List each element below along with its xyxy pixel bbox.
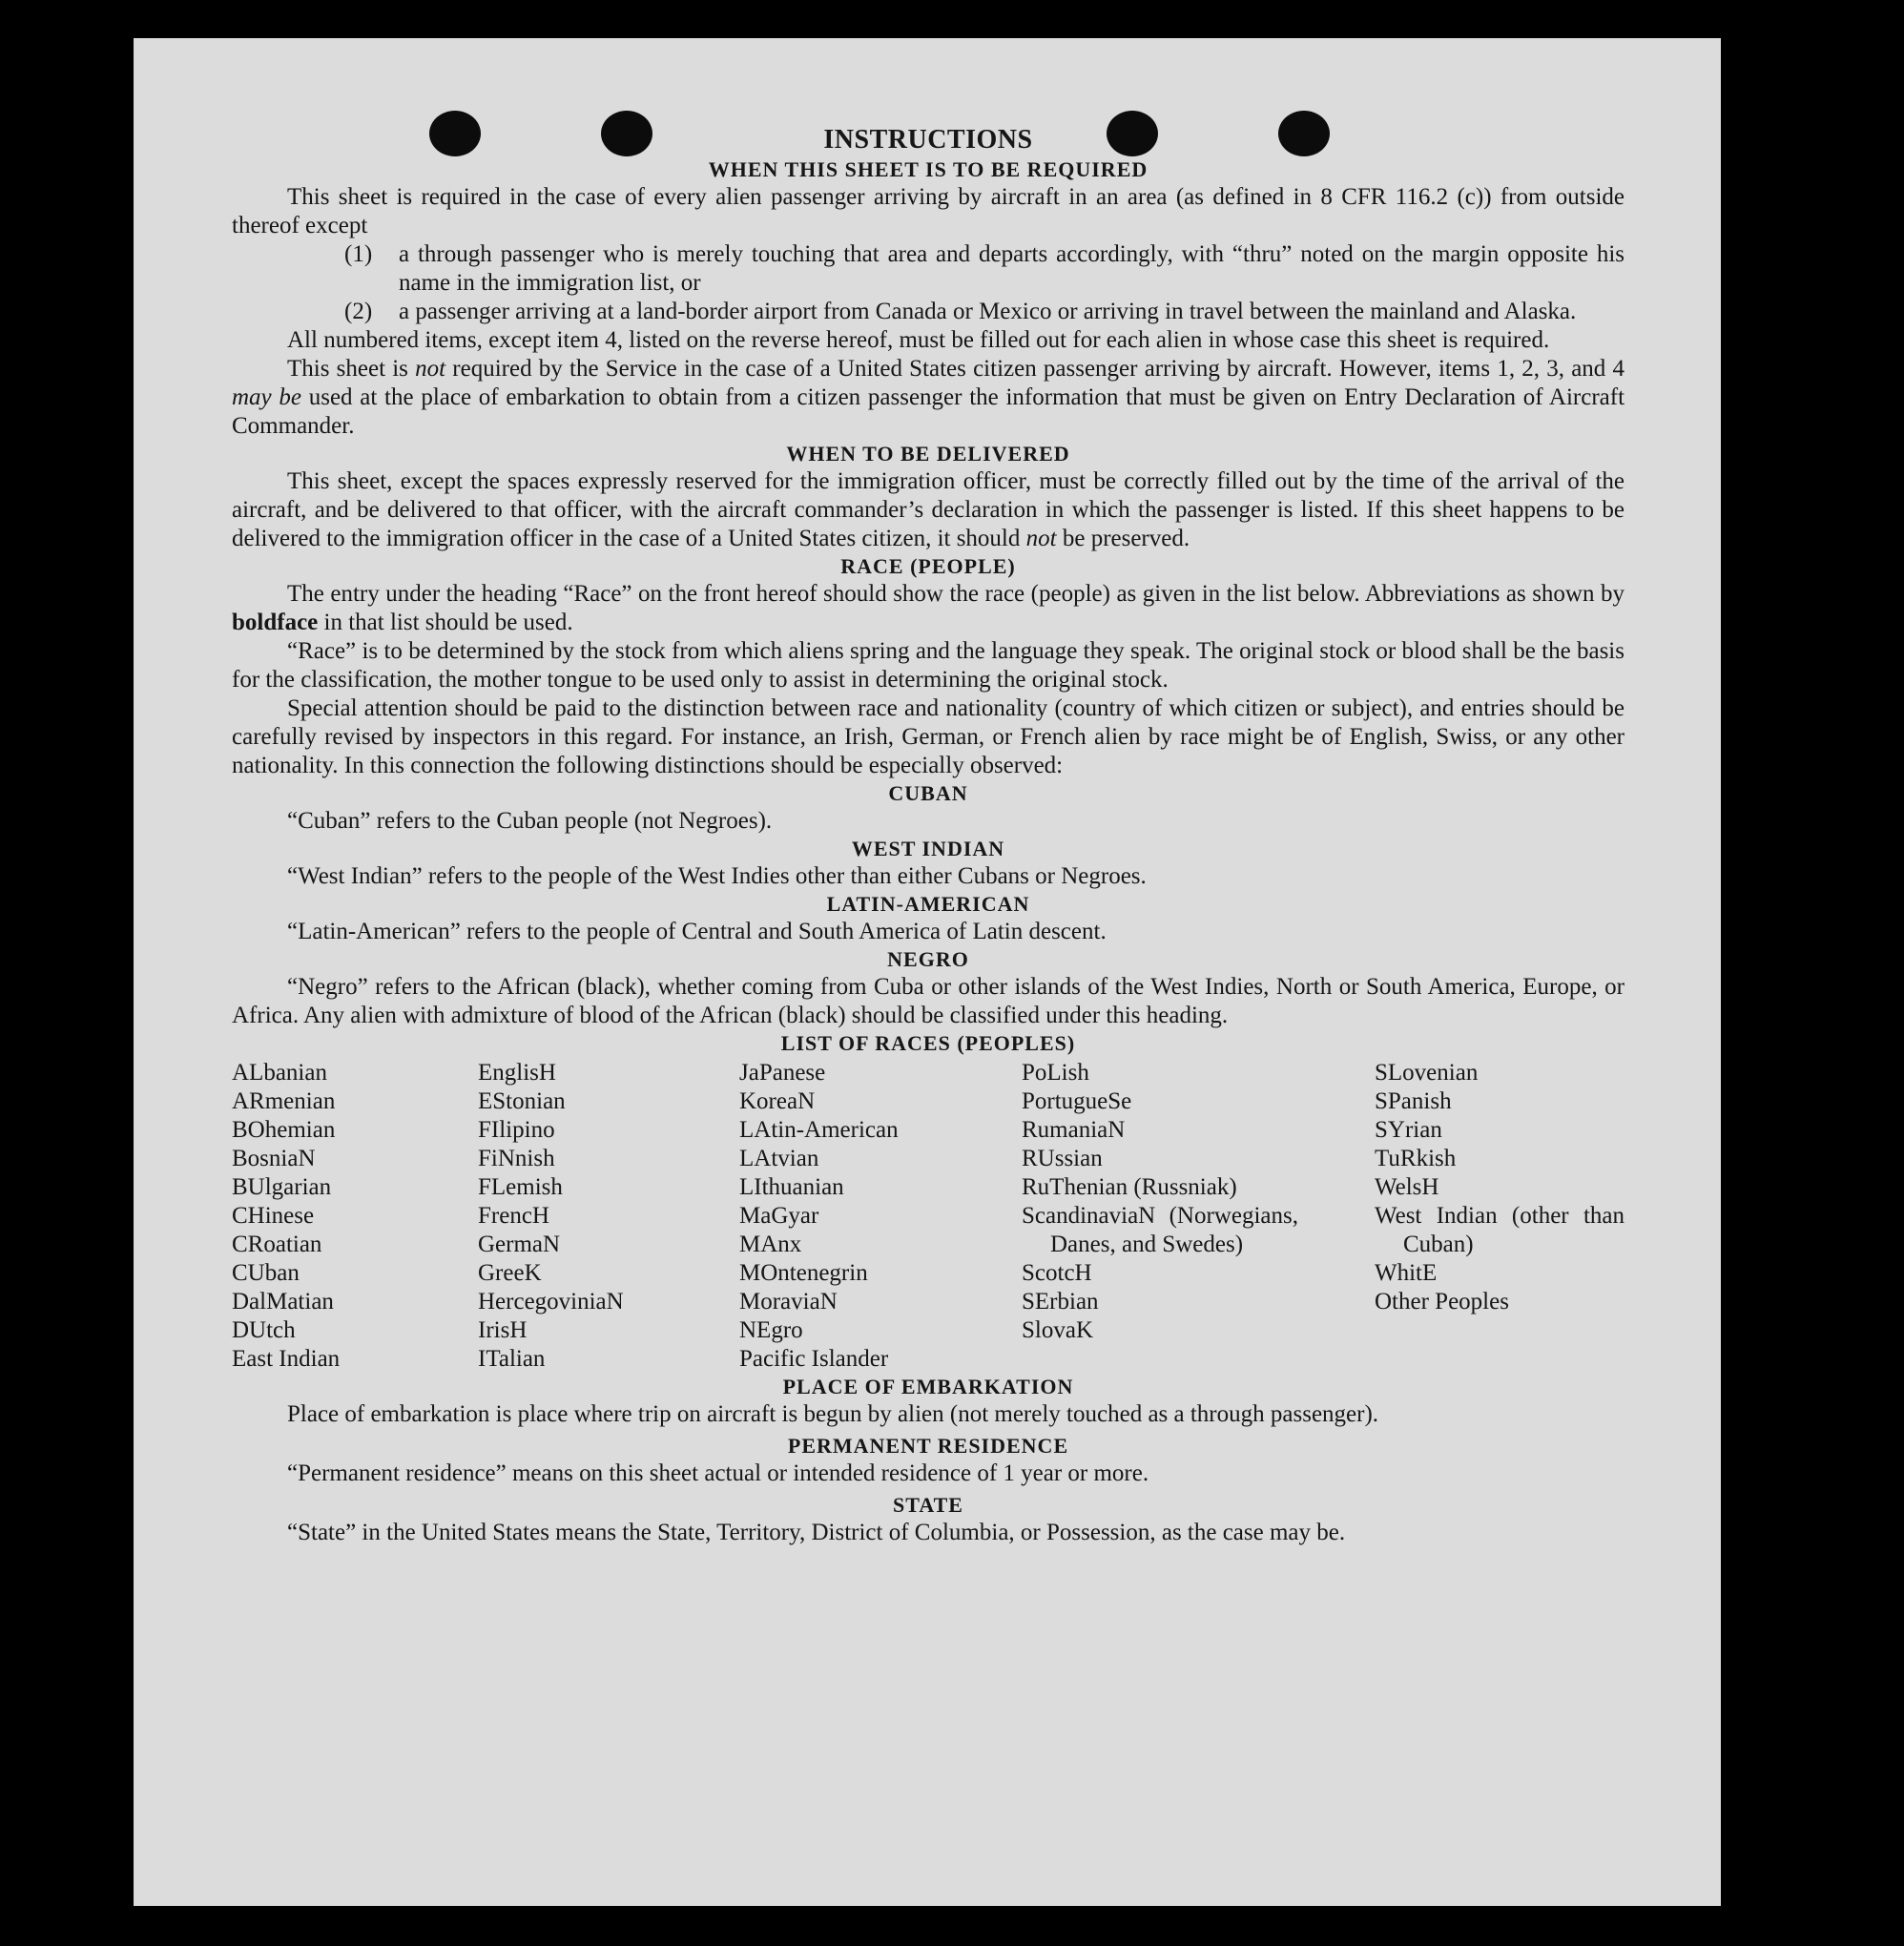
race-list-item: LIthuanian — [739, 1174, 844, 1200]
race-list-item: SPanish — [1375, 1088, 1452, 1114]
paragraph-citizen: This sheet is not required by the Service in the case of a United States citizen passenger arriving by aircraft. However, items 1, 2, 3, and 4 may be used at the place of embarkation to obtain from a citizen passenger the information that must be given on Entry Declaration of Aircraft Commander. — [232, 356, 1625, 439]
heading-latin-american: LATIN-AMERICAN — [826, 892, 1030, 916]
heading-embarkation: PLACE OF EMBARKATION — [782, 1375, 1074, 1398]
race-list-item: SYrian — [1375, 1117, 1442, 1143]
exception-item-2 — [344, 298, 1625, 326]
race-list-item: PortugueSe — [1022, 1088, 1132, 1114]
heading-negro: NEGRO — [887, 947, 969, 971]
race-list-item: MOntenegrin — [739, 1260, 868, 1286]
race-list-item: RuThenian (Russniak) — [1022, 1174, 1237, 1200]
race-list-item: RumaniaN — [1022, 1117, 1126, 1143]
race-list-item: MoraviaN — [739, 1289, 838, 1315]
race-list-item: CRoatian — [232, 1232, 322, 1257]
paragraph-embarkation: Place of embarkation is place where trip on aircraft is begun by alien (not merely touched as a through passenger). — [287, 1401, 1379, 1427]
paragraph-cuban: “Cuban” refers to the Cuban people (not Negroes). — [287, 808, 773, 834]
paragraph-state: “State” in the United States means the State, Territory, District of Columbia, or Possession, as the case may be. — [287, 1520, 1346, 1545]
race-list-item: SlovaK — [1022, 1317, 1093, 1343]
heading-race: RACE (PEOPLE) — [840, 554, 1016, 578]
race-list-item: FIlipino — [478, 1117, 555, 1143]
race-list-item: ITalian — [478, 1346, 546, 1372]
race-list-item: MaGyar — [739, 1203, 819, 1229]
race-list-item: JaPanese — [739, 1060, 826, 1086]
race-list-item: GreeK — [478, 1260, 542, 1286]
race-list-item: NEgro — [739, 1317, 803, 1343]
race-list-item: DalMatian — [232, 1289, 334, 1315]
heading-when-delivered: WHEN TO BE DELIVERED — [786, 442, 1070, 466]
race-list-item: SErbian — [1022, 1289, 1099, 1315]
race-list-item: MAnx — [739, 1232, 802, 1257]
race-list-item: LAtin-American — [739, 1117, 899, 1143]
paragraph-race-entry: The entry under the heading “Race” on the front hereof should show the race (people) as given in the list below. Abbreviations as shown by boldface in that list should be used. — [232, 581, 1625, 635]
race-list-item: IrisH — [478, 1317, 528, 1343]
paragraph-negro: “Negro” refers to the African (black), whether coming from Cuba or other islands of the West Indies, North or South America, Europe, or Africa. Any alien with admixture of blood of the African (black) should be classified under this heading. — [232, 974, 1625, 1028]
race-list-item: WelsH — [1375, 1174, 1439, 1200]
race-list-item: BUlgarian — [232, 1174, 332, 1200]
heading-when-required: WHEN THIS SHEET IS TO BE REQUIRED — [708, 157, 1149, 181]
races-column-4 — [1022, 1059, 1298, 1345]
races-column-5 — [1375, 1059, 1625, 1316]
document-page — [134, 38, 1721, 1906]
race-list-item: FiNnish — [478, 1146, 555, 1171]
race-list-item: DUtch — [232, 1317, 296, 1343]
paragraph-race-stock: “Race” is to be determined by the stock from which aliens spring and the language they speak. The original stock or blood shall be the basis for the classification, the mother tongue to be used only to assist in determining the original stock. — [232, 638, 1625, 693]
race-list-item: HercegoviniaN — [478, 1289, 624, 1315]
race-list-item: EnglisH — [478, 1060, 556, 1086]
race-list-item: GermaN — [478, 1232, 561, 1257]
item-text: a passenger arriving at a land-border airport from Canada or Mexico or arriving in travel between the mainland and Alaska. — [399, 299, 1577, 324]
paragraph-permanent-residence: “Permanent residence” means on this sheet actual or intended residence of 1 year or more. — [287, 1460, 1149, 1486]
race-list-item: Other Peoples — [1375, 1289, 1509, 1315]
paragraph-latin-american: “Latin-American” refers to the people of Central and South America of Latin descent. — [287, 919, 1107, 944]
race-list-item: LAtvian — [739, 1146, 819, 1171]
heading-state: STATE — [893, 1493, 963, 1517]
race-list-item: PoLish — [1022, 1060, 1089, 1086]
race-list-item: TuRkish — [1375, 1146, 1457, 1171]
race-list-item: Pacific Islander — [739, 1346, 889, 1372]
paragraph-intro: This sheet is required in the case of every alien passenger arriving by aircraft in an area (as defined in 8 CFR 116.2 (c)) from outside thereof except — [232, 184, 1625, 238]
race-list-item: ALbanian — [232, 1060, 327, 1086]
paragraph-west-indian: “West Indian” refers to the people of the West Indies other than either Cubans or Negroes. — [287, 863, 1147, 889]
race-list-item: RUssian — [1022, 1146, 1103, 1171]
races-list — [232, 1059, 1625, 1374]
race-list-item: BOhemian — [232, 1117, 336, 1143]
races-column-3 — [739, 1059, 899, 1374]
heading-cuban: CUBAN — [888, 781, 968, 805]
paragraph-race-nationality: Special attention should be paid to the distinction between race and nationality (country of which citizen or subject), and entries should be carefully revised by inspectors in this regard. For instance, an Irish, German, or French alien by race might be of English, Swiss, or any other nationality. In this connection the following distinctions should be especially observed: — [232, 695, 1625, 778]
race-list-item: WhitE — [1375, 1260, 1438, 1286]
heading-permanent-residence: PERMANENT RESIDENCE — [787, 1434, 1069, 1458]
race-list-item: BosniaN — [232, 1146, 316, 1171]
race-list-item: EStonian — [478, 1088, 566, 1114]
race-list-item: FrencH — [478, 1203, 549, 1229]
page-title: INSTRUCTIONS — [823, 125, 1033, 155]
paragraph-numbered-items: All numbered items, except item 4, listed on the reverse hereof, must be filled out for each alien in whose case this sheet is required. — [287, 327, 1550, 353]
race-list-item: ScotcH — [1022, 1260, 1092, 1286]
item-number: (2) — [344, 299, 373, 324]
race-list-item: FLemish — [478, 1174, 563, 1200]
heading-west-indian: WEST INDIAN — [851, 837, 1005, 860]
races-column-2 — [478, 1059, 624, 1374]
item-number: (1) — [344, 241, 373, 267]
item-text: a through passenger who is merely touching that area and departs accordingly, with “thru” noted on the margin opposite his name in the immigration list, or — [399, 241, 1625, 296]
race-list-item: East Indian — [232, 1346, 341, 1372]
race-list-item: ScandinaviaN (Norwegians, Danes, and Swedes) — [1022, 1203, 1298, 1257]
race-list-item: West Indian (other than Cuban) — [1375, 1203, 1625, 1257]
instructions-content — [232, 124, 1625, 1547]
race-list-item: CUban — [232, 1260, 300, 1286]
race-list-item: KoreaN — [739, 1088, 816, 1114]
race-list-item: CHinese — [232, 1203, 315, 1229]
paragraph-delivery: This sheet, except the spaces expressly reserved for the immigration officer, must be correctly filled out by the time of the arrival of the aircraft, and be delivered to that officer, with the aircraft commander’s declaration in which the passenger is listed. If this sheet happens to be delivered to the immigration officer in the case of a United States citizen, it should not be preserved. — [232, 468, 1625, 551]
exception-item-1 — [344, 240, 1625, 298]
heading-list-of-races: LIST OF RACES (PEOPLES) — [780, 1031, 1076, 1055]
race-list-item: SLovenian — [1375, 1060, 1479, 1086]
race-list-item: ARmenian — [232, 1088, 336, 1114]
races-column-1 — [232, 1059, 340, 1374]
